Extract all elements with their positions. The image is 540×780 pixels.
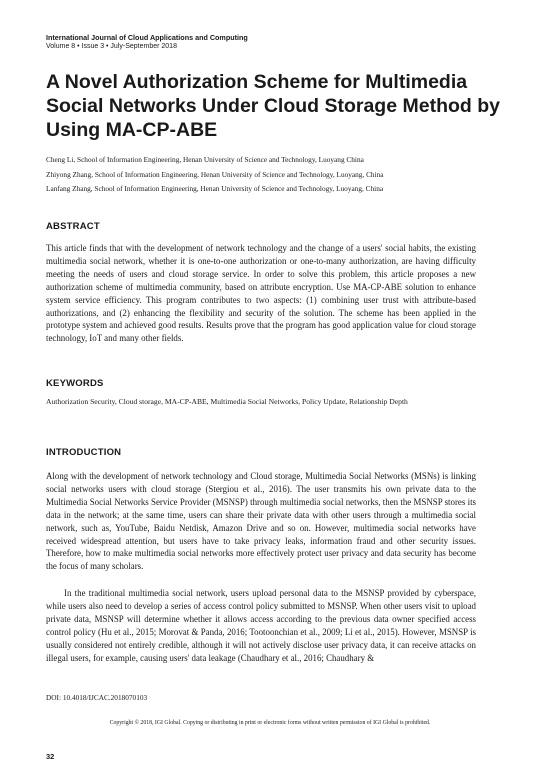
issue-info: Volume 8 • Issue 3 • July-September 2018 [46, 43, 177, 50]
paper-title: A Novel Authorization Scheme for Multimedia Social Networks Under Cloud Storage Method by Using MA-CP-ABE [46, 71, 500, 141]
keywords-text: Authorization Security, Cloud storage, MA-CP-ABE, Multimedia Social Networks, Policy Update, Relationship Depth [46, 397, 408, 406]
author-affiliation: Zhiyong Zhang, School of Information Engineering, Henan University of Science and Technology, Luoyang, China [46, 169, 384, 179]
abstract-heading: ABSTRACT [46, 221, 100, 232]
introduction-heading: INTRODUCTION [46, 447, 122, 458]
author-list [46, 153, 496, 197]
intro-paragraph: In the traditional multimedia social network, users upload personal data to the MSNSP provided by cyberspace, while users also need to develop a series of access control policy submitted to MSNSP. When other users visit to upload private data, MSNSP will determine whether it allows access according to the previous data owner specified access control policy (Hu et al., 2015; Morovat & Panda, 2016; Tootoonchian et al., 2009; Li et al., 2015). However, MSNSP is usually considered not entirely credible, although it will not actively disclose user privacy data, it can receive attacks on illegal users, for example, causing users' data leakage (Chaudhary et al., 2016; Chaudhary & [46, 588, 476, 663]
doi: DOI: 10.4018/IJCAC.2018070103 [46, 693, 148, 702]
keywords-heading: KEYWORDS [46, 378, 104, 389]
author-affiliation: Cheng Li, School of Information Engineering, Henan University of Science and Technology, Luoyang China [46, 155, 364, 164]
journal-name: International Journal of Cloud Applications and Computing [46, 33, 248, 42]
abstract-text: This article finds that with the development of network technology and the change of a users' social habits, the existing multimedia social network, whether it is one-to-one authorization or one-to-many authorization, are having difficulty meeting the needs of users and cloud storage service. In order to solve this problem, this article proposes a new authorization scheme of multimedia community, based on attribute encryption. Use MA-CP-ABE solution to enhance system service efficiency. This program contributes to two aspects: (1) combining user trust with attribute-based authorizations, and (2) enhancing the flexibility and security of the solution. The scheme has been applied in the prototype system and achieved good results. Results prove that the program has good application value for cloud storage technology, IoT and many other fields. [46, 243, 476, 344]
page-number: 32 [46, 752, 55, 761]
intro-paragraph: Along with the development of network technology and Cloud storage, Multimedia Social Networks (MSNs) is linking social networks users with cloud storage (Stergiou et al., 2016). The user transmits his own private data to the Multimedia Social Networks Service Provider (MSNSP) through multimedia social networks, then the MSNSP stores its data in the network; at the same time, users can share their private data with other users through a multimedia social network, such as, YouTube, Baidu Netdisk, Amazon Drive and so on. However, multimedia social networks have received widespread attention, but users have to take privacy leaks, information fraud and other security issues. Therefore, how to make multimedia social networks more effectively protect user privacy and data security has become the focus of many scholars. [46, 471, 476, 572]
copyright-notice: Copyright © 2018, IGI Global. Copying or distributing in print or electronic forms without written permission of IGI Global is prohibited. [109, 720, 431, 726]
author-affiliation: Lanfang Zhang, School of Information Engineering, Henan University of Science and Technology, Luoyang, China [46, 184, 384, 193]
